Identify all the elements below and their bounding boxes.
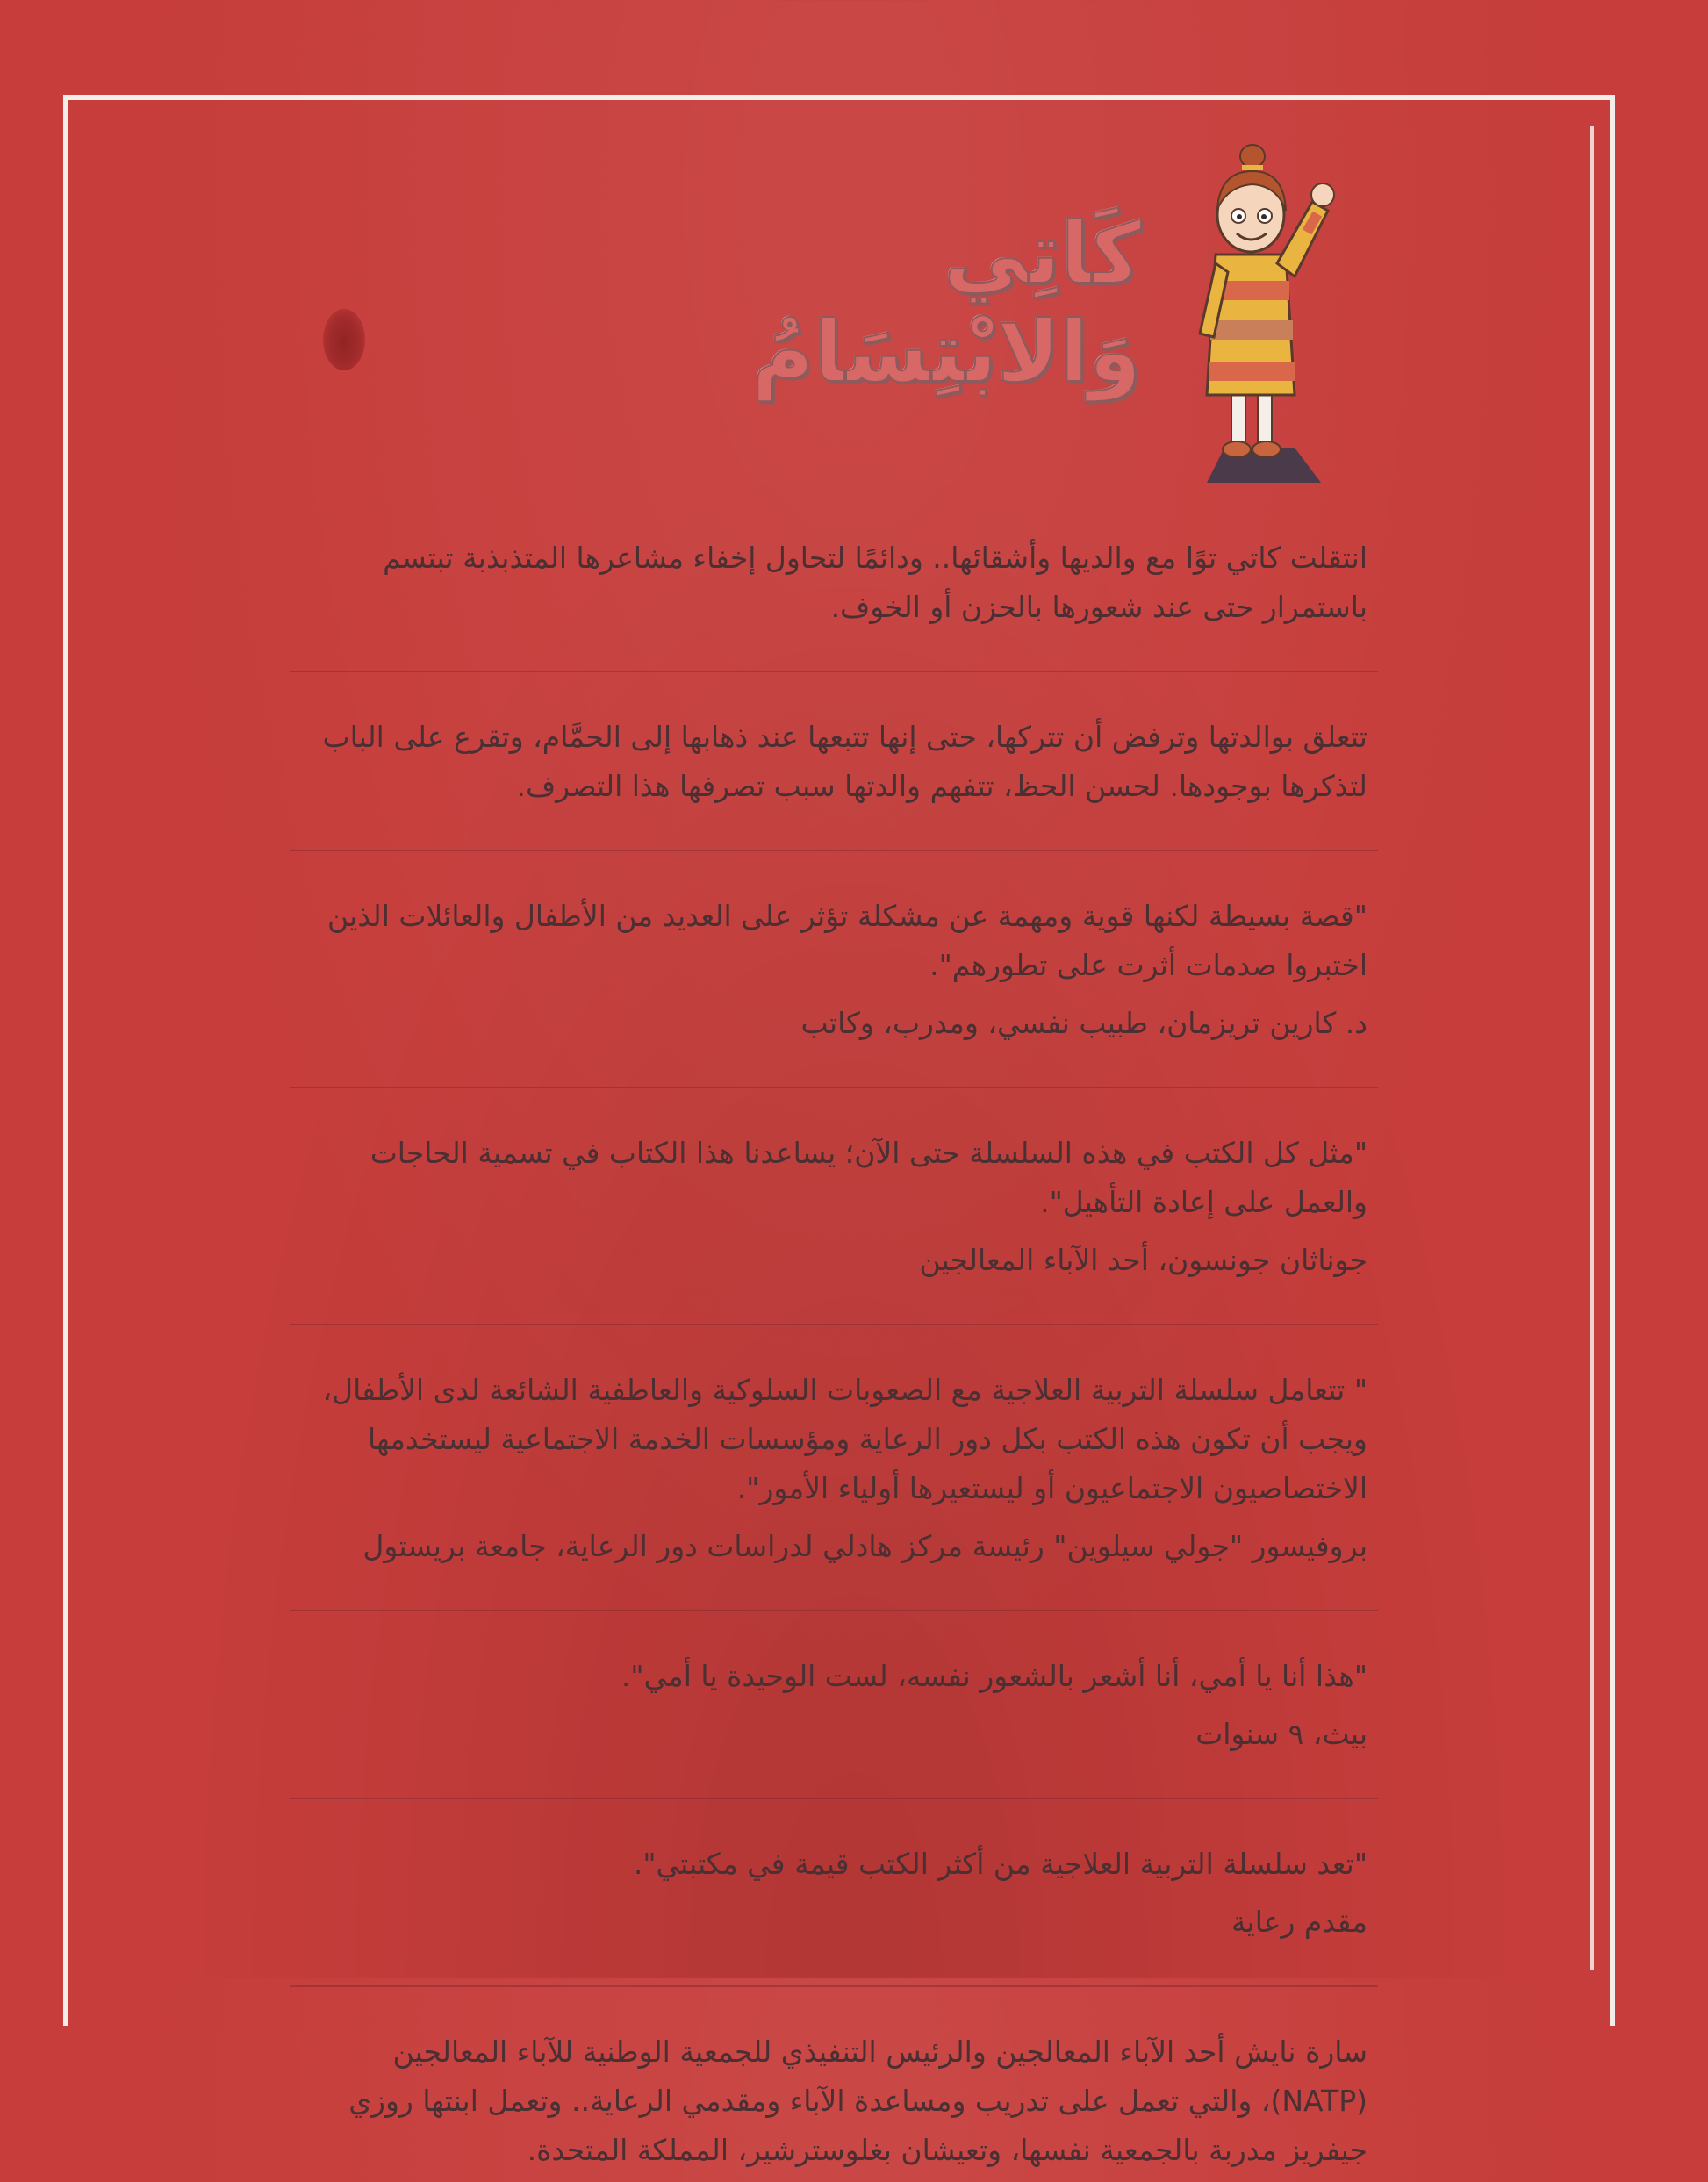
about-author-paragraph: سارة نايش أحد الآباء المعالجين والرئيس التنفيذي للجمعية الوطنية للآباء المعالجين (NATP)، والتي تعمل على تدريب ومساعدة الآباء ومقدمي الرعاية.. وتعمل ابنتها روزي جيفريز مدربة بالجمعية نفسها، وتعيشان بغلوسترشير، المملكة المتحدة. [348, 2035, 1367, 2167]
divider [290, 671, 1378, 672]
review-quote: "هذا أنا يا أمي، أنا أشعر بالشعور نفسه، لست الوحيدة يا أمي". [621, 1659, 1367, 1693]
review-author: بروفيسور "جولي سيلوين" رئيسة مركز هادلي لدراسات دور الرعاية، جامعة بريستول [362, 1529, 1367, 1563]
review-quote: "مثل كل الكتب في هذه السلسلة حتى الآن؛ يساعدنا هذا الكتاب في تسمية الحاجات والعمل على إعادة التأهيل". [370, 1136, 1367, 1219]
review-author: جوناثان جونسون، أحد الآباء المعالجين [919, 1243, 1367, 1277]
review-block [290, 1359, 1378, 1578]
review-author: د. كارين تريزمان، طبيب نفسي، ومدرب، وكاتب [800, 1006, 1367, 1040]
review-block [290, 1833, 1378, 1954]
review-quote: "قصة بسيطة لكنها قوية ومهمة عن مشكلة تؤثر على العديد من الأطفال والعائلات الذين اختبروا صدمات أثرت على تطورهم". [327, 899, 1367, 982]
review-block [290, 885, 1378, 1055]
divider [290, 1087, 1378, 1088]
divider [290, 1798, 1378, 1799]
back-cover-text [290, 527, 1378, 2182]
summary-block [290, 706, 1378, 818]
divider [290, 850, 1378, 851]
divider [290, 1324, 1378, 1325]
summary-paragraph: تتعلق بوالدتها وترفض أن تتركها، حتى إنها تتبعها عند ذهابها إلى الحمَّام، وتقرع على الباب لتذكرها بوجودها. لحسن الحظ، تتفهم والدتها سبب تصرفها هذا التصرف. [322, 720, 1367, 803]
intro-block [290, 527, 1378, 639]
about-author-block [290, 2021, 1378, 2182]
review-block [290, 1122, 1378, 1292]
divider [290, 1985, 1378, 1987]
review-block [290, 1645, 1378, 1766]
girl-waving-illustration [1189, 132, 1338, 492]
review-author: بيث، ٩ سنوات [1195, 1717, 1367, 1751]
review-quote: "تعد سلسلة التربية العلاجية من أكثر الكتب قيمة في مكتبتي". [633, 1847, 1367, 1881]
ink-stain [323, 309, 365, 370]
intro-paragraph: انتقلت كاتي توًا مع والديها وأشقائها.. ودائمًا لتحاول إخفاء مشاعرها المتذبذبة تبتسم باستمرار حتى عند شعورها بالحزن أو الخوف. [383, 541, 1367, 624]
divider [290, 1610, 1378, 1611]
book-title: كَاتِي وَالابْتِسَامُ [751, 205, 1141, 401]
review-author: مقدم رعاية [1231, 1905, 1367, 1939]
review-quote: " تتعامل سلسلة التربية العلاجية مع الصعوبات السلوكية والعاطفية الشائعة لدى الأطفال، ويجب أن تكون هذه الكتب بكل دور الرعاية ومؤسسات الخدمة الاجتماعية ليستخدمها الاختصاصيون الاجتماعيون أو ليستعيرها أولياء الأمور". [322, 1373, 1367, 1505]
